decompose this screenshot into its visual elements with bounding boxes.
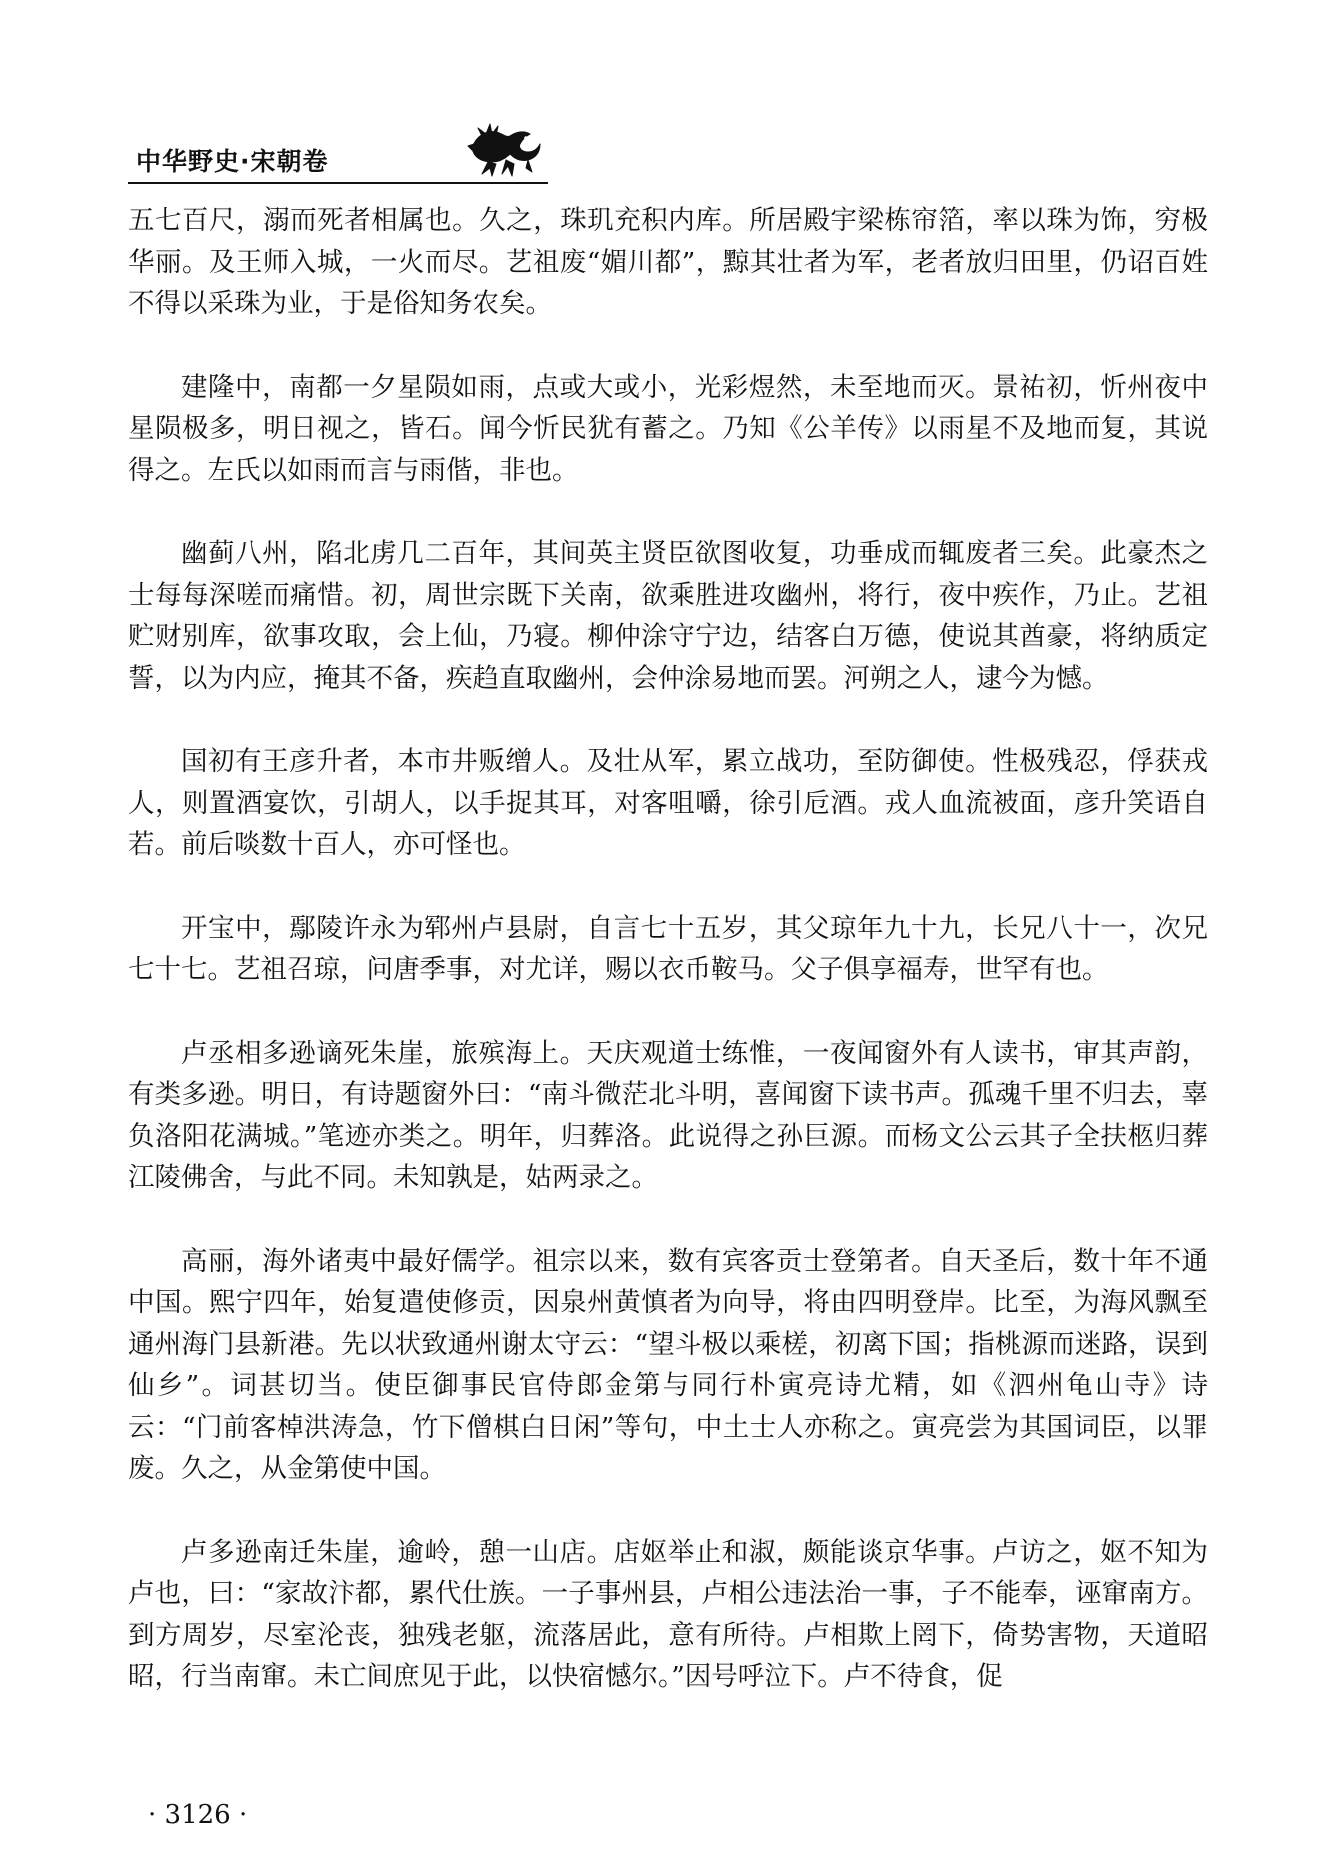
paragraph: 国初有王彦升者，本市井贩缯人。及壮从军，累立战功，至防御使。性极残忍，俘获戎人，则置酒宴饮，引胡人，以手捉其耳，对客咀嚼，徐引卮酒。戎人血流被面，彦升笑语自若。前后啖数十百人，亦可怪也。 (128, 746, 1208, 860)
running-header (128, 108, 548, 188)
paragraph: 五七百尺，溺而死者相属也。久之，珠玑充积内库。所居殿宇梁栋帘箔，率以珠为饰，穷极华丽。及王师入城，一火而尽。艺祖废“媚川都”，黥其壮者为军，老者放归田里，仍诏百姓不得以采珠为业，于是俗知务农矣。 (128, 205, 1208, 319)
body-text (128, 200, 1208, 1698)
paragraph: 高丽，海外诸夷中最好儒学。祖宗以来，数有宾客贡士登第者。自天圣后，数十年不通中国。熙宁四年，始复遣使修贡，因泉州黄慎者为向导，将由四明登岸。比至，为海风飘至通州海门县新港。先以状致通州谢太守云：“望斗极以乘槎，初离下国；指桃源而迷路，误到仙乡”。词甚切当。使臣御事民官侍郎金第与同行朴寅亮诗尤精，如《泗州龟山寺》诗云：“门前客棹洪涛急，竹下僧棋白日闲”等句，中土士人亦称之。寅亮尝为其国词臣，以罪废。久之，从金第使中国。 (128, 1245, 1208, 1484)
paragraph: 卢多逊南迁朱崖，逾岭，憩一山店。店妪举止和淑，颇能谈京华事。卢访之，妪不知为卢也，曰：“家故汴都，累代仕族。一子事州县，卢相公违法治一事，子不能奉，诬窜南方。到方周岁，尽室沦丧，独残老躯，流落居此，意有所待。卢相欺上罔下，倚势害物，天道昭昭，行当南窜。未亡间庶见于此，以快宿憾尔。”因号呼泣下。卢不待食，促 (128, 1536, 1208, 1692)
header-rule (128, 182, 548, 184)
paragraph: 建隆中，南都一夕星陨如雨，点或大或小，光彩煜然，未至地而灭。景祐初，忻州夜中星陨极多，明日视之，皆石。闻今忻民犹有蓄之。乃知《公羊传》以雨星不及地而复，其说得之。左氏以如雨而言与雨偕，非也。 (128, 371, 1208, 486)
dragon-emblem-icon (466, 118, 544, 180)
paragraph: 开宝中，鄢陵许永为郓州卢县尉，自言七十五岁，其父琼年九十九，长兄八十一，次兄七十七。艺祖召琼，问唐季事，对尤详，赐以衣币鞍马。父子俱享福寿，世罕有也。 (128, 912, 1208, 985)
book-title: 中华野史·宋朝卷 (136, 147, 329, 176)
paragraph: 卢丞相多逊谪死朱崖，旅殡海上。天庆观道士练惟，一夜闻窗外有人读书，审其声韵，有类多逊。明日，有诗题窗外曰：“南斗微茫北斗明，喜闻窗下读书声。孤魂千里不归去，辜负洛阳花满城。”笔迹亦类之。明年，归葬洛。此说得之孙巨源。而杨文公云其子全扶柩归葬江陵佛舍，与此不同。未知孰是，姑两录之。 (128, 1037, 1208, 1193)
page-number: · 3126 · (148, 1800, 248, 1830)
paragraph: 幽蓟八州，陷北虏几二百年，其间英主贤臣欲图收复，功垂成而辄废者三矣。此豪杰之士每每深嗟而痛惜。初，周世宗既下关南，欲乘胜进攻幽州，将行，夜中疾作，乃止。艺祖贮财别库，欲事攻取，会上仙，乃寝。柳仲涂守宁边，结客白万德，使说其酋豪，将纳质定誓，以为内应，掩其不备，疾趋直取幽州，会仲涂易地而罢。河朔之人，逮今为憾。 (128, 538, 1208, 694)
